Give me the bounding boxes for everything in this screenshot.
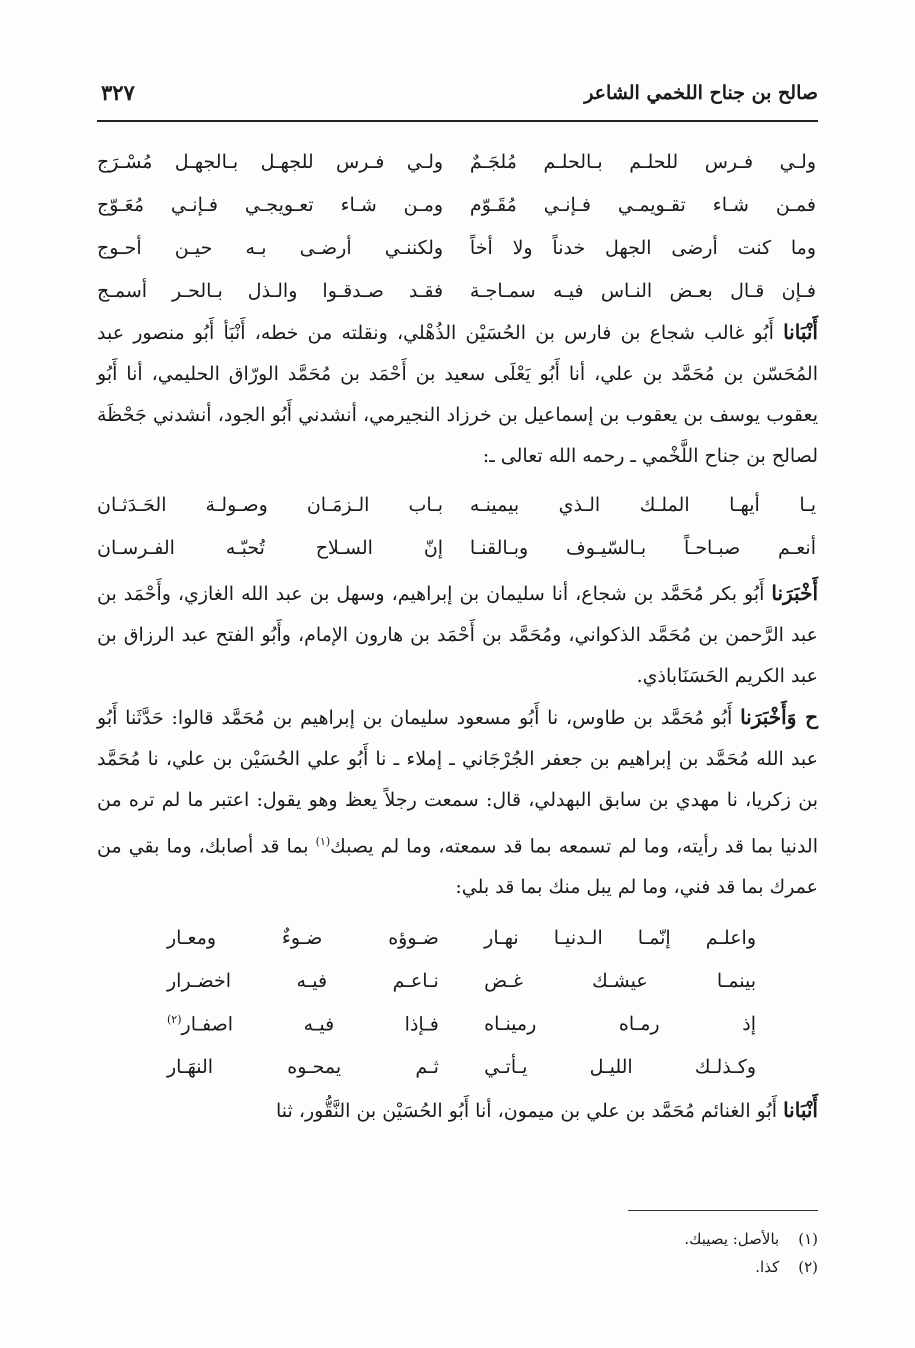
- verse-line: [97, 183, 818, 226]
- verse-first-hemistich: وكـذلـك الليـل يـأتـي: [484, 1055, 756, 1078]
- verse-first-hemistich: واعلـم إنّمـا الـدنيـا نهـار: [484, 926, 756, 949]
- verse-second-hemistich: إنّ السـلاح تُحبّـه الفـرسـان: [97, 536, 444, 559]
- verse-second-hemistich: [167, 1013, 439, 1035]
- header-rule: [97, 120, 818, 122]
- verse-first-hemistich: يـا أيهـا الملـك الـذي بيمينـه: [469, 493, 816, 516]
- verse-second-hemistich: ضـوؤه ضـوءٌ ومعـار: [167, 926, 439, 949]
- verse-first-hemistich: بينمـا عيشـك غـض: [484, 969, 756, 992]
- verse-second-hemistich: نـاعـم فيـه اخضـرار: [167, 969, 439, 992]
- verse-second-hemistich: ومـن شـاء تعـويجـي فـإنـي مُعَـوّج: [97, 193, 444, 216]
- verse-first-hemistich: فمـن شـاء تقـويمـي فـإنـي مُقَـوّم: [469, 193, 816, 216]
- running-header: [97, 78, 818, 120]
- paragraph-text: أَبُو غالب شجاع بن فارس بن الحُسَيْن الذُهْلي، ونقلته من خطه، أَنْبَأ أَبُو منصور عبد المُحَسّن بن مُحَمَّد بن علي، أنا أَبُو يَعْلَى سعيد بن أَحْمَد بن مُحَمَّد الورّاق الحليمي، أنا أَبُو يعقوب يوسف بن يعقوب بن إسماعيل بن خرزاد النجيرمي، أنشدني أَبُو الجود، أنشدني جَحْظَة لصالح بن جناح اللَّخْمي ـ رحمه الله تعالى ـ:: [97, 322, 818, 467]
- verse-first-hemistich: ولـي فـرس للحلـم بـالحلـم مُلجَـمٌ: [469, 150, 816, 173]
- footnote-number: (١): [798, 1230, 818, 1248]
- verse-second-hemistich: ثـم يمحـوه النهَـار: [167, 1055, 439, 1078]
- footnotes: [97, 1210, 818, 1281]
- footnote-text: كذا.: [755, 1258, 780, 1276]
- verse-second-hemistich: فقـد صـدقـوا والـذل بـالحـر أسمـج: [97, 279, 444, 302]
- verse-block-1: [97, 140, 818, 312]
- page-body: [97, 140, 818, 1132]
- transmission-term: أَنْبَانا: [783, 320, 818, 344]
- verse-block-2: [97, 483, 818, 569]
- verse-first-hemistich: إذ رمـاه رمينـاه: [484, 1012, 756, 1035]
- verse-line: [97, 526, 818, 569]
- page-number: ٣٢٧: [101, 80, 135, 105]
- verse-block-3: [97, 916, 818, 1088]
- paragraph-text: أَبُو الغنائم مُحَمَّد بن علي بن ميمون، أنا أَبُو الحُسَيْن بن النَّقُّور، ثنا: [276, 1100, 784, 1123]
- paragraph-4: [97, 1090, 818, 1132]
- verse-line: [167, 959, 758, 1002]
- footnote: [97, 1225, 818, 1253]
- verse-line: [97, 226, 818, 269]
- footnote-marker: (١): [315, 835, 331, 848]
- verse-first-hemistich: فـإن قـال بعـض النـاس فيـه سمـاجـة: [469, 279, 816, 302]
- verse-second-hemistich: ولـي فـرس للجهـل بـالجهـل مُسْـرَج: [97, 150, 444, 173]
- footnote-marker: (٢): [167, 1012, 182, 1026]
- verse-line: [97, 140, 818, 183]
- footnote-text: بالأصل: يصيبك.: [684, 1230, 780, 1248]
- paragraph-1: [97, 312, 818, 477]
- hemistich-text: فـإذا فيـه اصفـار: [181, 1012, 439, 1035]
- verse-second-hemistich: بـاب الـزمَـان وصـولـة الحَـدَثـان: [97, 493, 444, 516]
- paragraph-text: بما قد أصابك، وما بقي من عمرك بما قد فني، وما لم يبل منك بما قد بلي:: [97, 835, 818, 899]
- paragraph-3: [97, 697, 818, 908]
- verse-line: [97, 483, 818, 526]
- verse-line: [167, 1045, 758, 1088]
- footnote-number: (٢): [798, 1258, 818, 1276]
- paragraph-text: أَبُو بكر مُحَمَّد بن شجاع، أنا سليمان بن إبراهيم، وسهل بن عبد الله الغازي، وأَحْمَد بن عبد الرَّحمن بن مُحَمَّد الذكواني، ومُحَمَّد بن أَحْمَد بن هارون الإمام، وأَبُو الفتح عبد الرزاق بن عبد الكريم الحَسَنَاباذي.: [97, 583, 818, 687]
- transmission-term: أَنْبَانا: [783, 1098, 818, 1123]
- footnote: [97, 1253, 818, 1281]
- transmission-term: ح وَأَخْبَرَنا: [740, 705, 819, 729]
- verse-line: [167, 1002, 758, 1045]
- paragraph-2: [97, 573, 818, 697]
- verse-second-hemistich: ولكننـي أرضـى بـه حيـن أحـوج: [97, 236, 444, 259]
- transmission-term: أَخْبَرَنا: [771, 581, 818, 605]
- paragraph-text: أَبُو مُحَمَّد بن طاوس، نا أَبُو مسعود سليمان بن إبراهيم بن مُحَمَّد قالوا: حَدَّثَنا أَبُو عبد الله مُحَمَّد بن إبراهيم بن جعفر الجُرْجَاني ـ إملاء ـ نا أَبُو علي الحُسَيْن بن علي، نا مُحَمَّد بن زكريا، نا مهدي بن سابق البهدلي، قال: سمعت رجلاً يعظ وهو يقول: اعتبر ما لم تره من الدنيا بما قد رأيته، وما لم تسمعه بما قد سمعته، وما لم يصبك: [97, 707, 818, 858]
- verse-line: [167, 916, 758, 959]
- verse-line: [97, 269, 818, 312]
- footnote-rule: [628, 1210, 818, 1211]
- running-title: صالح بن جناح اللخمي الشاعر: [584, 82, 818, 104]
- verse-first-hemistich: أنعـم صبـاحـاً بـالسّيـوف وبـالقنـا: [469, 536, 816, 559]
- verse-first-hemistich: وما كنت أرضى الجهل خدناً ولا أخاً: [469, 236, 816, 259]
